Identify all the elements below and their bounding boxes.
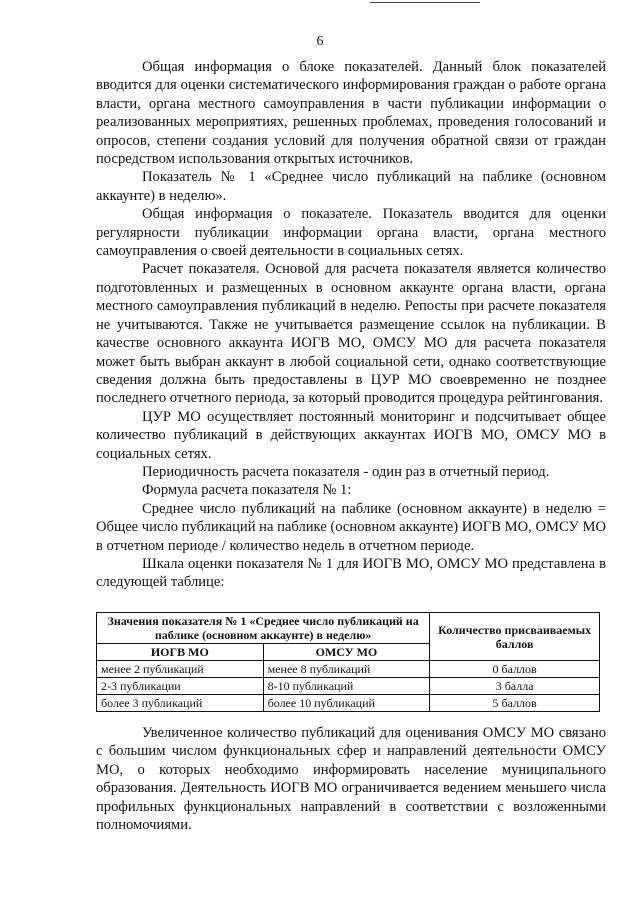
body-text <box>96 58 606 592</box>
paragraph-calculation: Расчет показателя. Основой для расчета показателя является количество подготовленных и размещенных в основном аккаунте органа власти, органа местного самоуправления публикаций в неделю. Репосты при расчете показателя не учитываются. Также не учитывается размещение ссылок на публикации. В качестве основного аккаунта ИОГВ МО, ОМСУ МО для расчета показателя может быть выбран аккаунт в любой социальной сети, однако соответствующие сведения должна быть предоставлены в ЦУР МО своевременно не позднее последнего отчетного периода, за который проводится процедура рейтингования. <box>96 261 606 407</box>
cell-omsu: 8-10 публикаций <box>263 678 430 695</box>
top-rule <box>370 2 480 3</box>
paragraph-indicator-info: Общая информация о показателе. Показатель вводится для оценки регулярности публикации информации органа власти, органа местного самоуправления о своей деятельности в социальных сетях. <box>96 206 606 260</box>
paragraph-formula-title: Формула расчета показателя № 1: <box>142 482 352 499</box>
scoring-table <box>96 612 600 712</box>
cell-iogv: 2-3 публикации <box>97 678 264 695</box>
cell-points: 3 балла <box>430 678 600 695</box>
paragraph-monitoring: ЦУР МО осуществляет постоянный мониторинг и подсчитывает общее количество публикаций в действующих аккаунтах ИОГВ МО, ОМСУ МО в социальных сетях. <box>96 408 606 462</box>
cell-omsu: более 10 публикаций <box>263 695 430 712</box>
table-row <box>97 695 600 712</box>
paragraph-scale-intro: Шкала оценки показателя № 1 для ИОГВ МО, ОМСУ МО представлена в следующей таблице: <box>96 555 606 591</box>
header-points: Количество присваиваемых баллов <box>430 613 600 661</box>
table-header-row <box>97 613 600 644</box>
paragraph-periodicity: Периодичность расчета показателя - один раз в отчетный период. <box>142 463 550 480</box>
table-row <box>97 678 600 695</box>
header-omsu: ОМСУ МО <box>263 644 430 661</box>
paragraph-closing: Увеличенное количество публикаций для оценивания ОМСУ МО связано с большим числом функциональных сфер и направлений деятельности ОМСУ МО, о которых необходимо информировать население муниципального образования. Деятельность ИОГВ МО ограничивается ведением меньшего числа профильных функциональных направлений в соответствии с возложенными полномочиями. <box>96 725 606 834</box>
cell-omsu: менее 8 публикаций <box>263 661 430 678</box>
cell-points: 5 баллов <box>430 695 600 712</box>
header-values: Значения показателя № 1 «Среднее число публикаций на паблике (основном аккаунте) в неделю» <box>97 613 430 644</box>
cell-points: 0 баллов <box>430 661 600 678</box>
table-row <box>97 661 600 678</box>
page-number: 6 <box>316 34 324 49</box>
paragraph-formula: Среднее число публикаций на паблике (основном аккаунте) в неделю = Общее число публикаций на паблике (основном аккаунте) ИОГВ МО, ОМСУ МО в отчетном периоде / количество недель в отчетном периоде. <box>96 500 606 554</box>
paragraph-block-info: Общая информация о блоке показателей. Данный блок показателей вводится для оценки систематического информирования граждан о работе органа власти, органа местного самоуправления в части публикации информации о реализованных мероприятиях, решенных проблемах, проведения голосований и опросов, степени создания условий для получения обратной связи от граждан посредством использования открытых источников. <box>96 59 606 168</box>
closing-text <box>96 724 606 834</box>
cell-iogv: менее 2 публикаций <box>97 661 264 678</box>
paragraph-indicator-title: Показатель № 1 «Среднее число публикаций на паблике (основном аккаунте) в неделю». <box>96 169 606 204</box>
header-iogv: ИОГВ МО <box>97 644 264 661</box>
cell-iogv: более 3 публикаций <box>97 695 264 712</box>
